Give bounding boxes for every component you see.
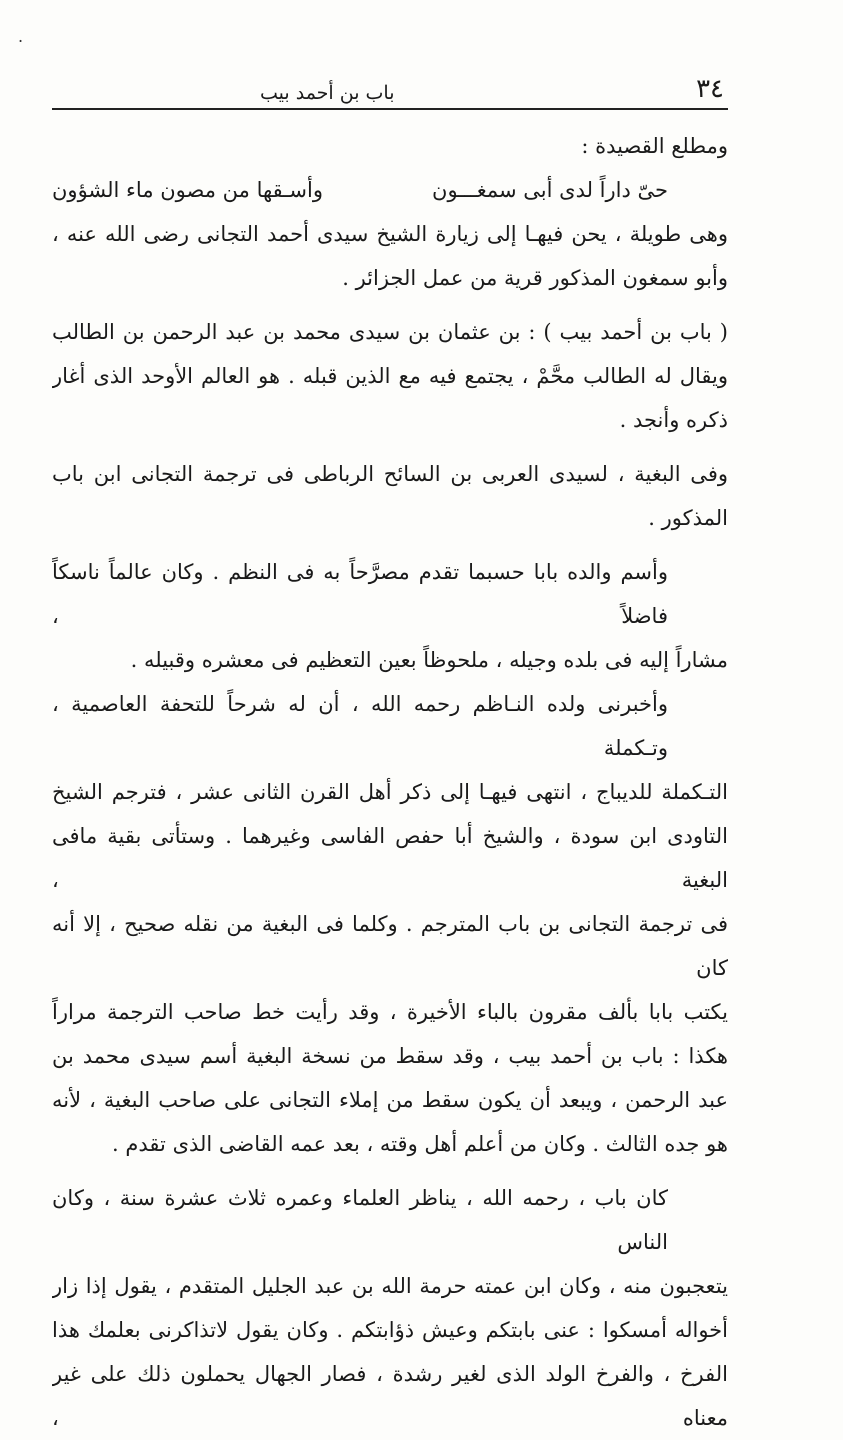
book-page — [52, 70, 728, 1440]
text-line: وهى طويلة ، يحن فيهـا إلى زيارة الشيخ سيدى أحمد التجانى رضى الله عنه ، — [52, 222, 728, 246]
text-line: التـكملة للديباج ، انتهى فيهـا إلى ذكر أهل القرن الثانى عشر ، فترجم الشيخ — [52, 780, 728, 804]
text-line: ( باب بن أحمد بيب ) : بن عثمان بن سيدى محمد بن عبد الرحمن بن الطالب — [52, 320, 728, 344]
verse-hemistich-second: وأسـقها من مصون ماء الشؤون — [52, 178, 323, 202]
text-line: هو جده الثالث . وكان من أعلم أهل وقته ، بعد عمه القاضى الذى تقدم . — [112, 1132, 728, 1156]
text-line: ومطلع القصيدة : — [581, 134, 728, 158]
text-line: المذكور . — [648, 506, 728, 530]
text-line: فى ترجمة التجانى بن باب المترجم . وكلما فى البغية من نقله صحيح ، إلا أنه كان — [52, 912, 728, 980]
text-line: كان باب ، رحمه الله ، يناظر العلماء وعمره ثلاث عشرة سنة ، وكان الناس — [52, 1186, 668, 1254]
text-line: أخواله أمسكوا : عنى بابتكم وعيش ذؤابتكم . وكان يقول لاتذاكرنى بعلمك هذا — [52, 1318, 728, 1342]
page-body — [52, 124, 728, 1440]
running-title: باب بن أحمد بيب — [260, 82, 395, 104]
text-line: التاودى ابن سودة ، والشيخ أبا حفص الفاسى وغيرهما . وستأتى بقية مافى البغية ، — [52, 824, 728, 892]
text-line: ويقال له الطالب محَّمْ ، يجتمع فيه مع الذين قبله . هو العالم الأوحد الذى أغار — [52, 364, 728, 388]
text-line: وفى البغية ، لسيدى العربى بن السائح الرباطى فى ترجمة التجانى ابن باب — [52, 462, 728, 486]
margin-mark: . — [18, 27, 24, 46]
text-line: ذكره وأنجد . — [619, 408, 728, 432]
verse-hemistich-first: حىّ داراً لدى أبى سمغـــون — [432, 178, 668, 202]
page-number: ٣٤ — [696, 74, 724, 104]
text-line: وأسم والده بابا حسبما تقدم مصرَّحاً به فى النظم . وكان عالماً ناسكاً فاضلاً ، — [52, 560, 668, 628]
text-line: وأبو سمغون المذكور قرية من عمل الجزائر . — [342, 266, 728, 290]
text-line: يكتب بابا بألف مقرون بالباء الأخيرة ، وقد رأيت خط صاحب الترجمة مراراً — [52, 1000, 728, 1024]
text-line: مشاراً إليه فى بلده وجيله ، ملحوظاً بعين التعظيم فى معشره وقبيله . — [130, 648, 728, 672]
text-line: هكذا : باب بن أحمد بيب ، وقد سقط من نسخة البغية أسم سيدى محمد بن — [52, 1044, 728, 1068]
text-line: عبد الرحمن ، ويبعد أن يكون سقط من إملاء التجانى على صاحب البغية ، لأنه — [52, 1088, 728, 1112]
text-line: الفرخ ، والفرخ الولد الذى لغير رشدة ، فصار الجهال يحملون ذلك على غير معناه ، — [52, 1362, 728, 1430]
poem-verse — [52, 168, 728, 212]
text-line: يتعجبون منه ، وكان ابن عمته حرمة الله بن عبد الجليل المتقدم ، يقول إذا زار — [52, 1274, 728, 1298]
header-rule — [52, 108, 728, 110]
text-line: وأخبرنى ولده النـاظم رحمه الله ، أن له شرحاً للتحفة العاصمية ، وتـكملة — [52, 692, 668, 760]
running-head — [52, 70, 728, 106]
